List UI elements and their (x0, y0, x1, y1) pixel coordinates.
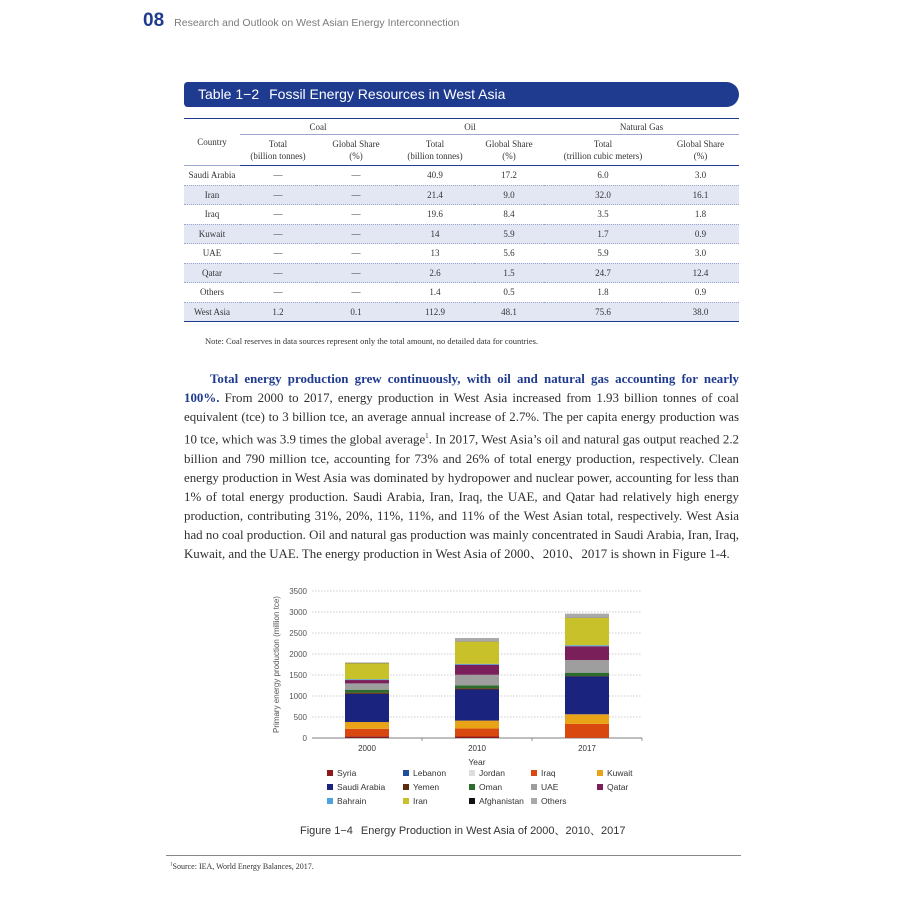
legend-label: Kuwait (607, 768, 633, 778)
table-cell: 17.2 (474, 166, 544, 186)
table-cell: 1.8 (544, 283, 662, 303)
table-subheader: Global Share (%) (662, 135, 739, 166)
y-tick-label: 3000 (289, 608, 307, 617)
table-header-natural-gas: Natural Gas (544, 119, 739, 135)
table-cell: 9.0 (474, 185, 544, 205)
table-cell: 0.9 (662, 283, 739, 303)
bar-segment (565, 676, 609, 714)
table-cell: — (240, 283, 316, 303)
bar-segment (345, 693, 389, 694)
legend-item (597, 768, 657, 778)
y-tick-label: 1500 (289, 671, 307, 680)
legend-label: Qatar (607, 782, 629, 792)
table-cell: — (240, 185, 316, 205)
table-cell: 38.0 (662, 302, 739, 322)
bar-segment (345, 722, 389, 729)
legend-label: Iraq (541, 768, 556, 778)
legend-label: Saudi Arabia (337, 782, 386, 792)
footnote-text: Source: IEA, World Energy Balances, 2017. (172, 862, 314, 871)
legend-label: UAE (541, 782, 559, 792)
table-title-banner (184, 82, 739, 107)
table-cell: 48.1 (474, 302, 544, 322)
bar-segment (455, 737, 499, 738)
table-subheader: Global Share (%) (474, 135, 544, 166)
legend-item (403, 768, 469, 778)
table-cell: — (240, 244, 316, 264)
legend-item (469, 768, 531, 778)
table-header-coal: Coal (240, 119, 396, 135)
legend-label: Afghanistan (479, 796, 524, 806)
table-row-total (184, 302, 739, 322)
y-tick-label: 1000 (289, 692, 307, 701)
legend-swatch (403, 784, 409, 790)
figure-label: Figure 1−4 (300, 825, 353, 837)
legend-item (403, 782, 469, 792)
table-cell: 5.9 (474, 224, 544, 244)
figure-caption (300, 822, 625, 838)
legend-item (469, 782, 531, 792)
table-title: Fossil Energy Resources in West Asia (269, 86, 506, 102)
legend-swatch (469, 770, 475, 776)
table-cell: 1.5 (474, 263, 544, 283)
bar-segment (565, 614, 609, 618)
table-cell: 3.5 (544, 205, 662, 225)
fossil-resources-table (184, 118, 739, 322)
table-row (184, 283, 739, 303)
table-cell: — (240, 263, 316, 283)
table-cell: 1.4 (396, 283, 474, 303)
bar-segment (345, 690, 389, 693)
legend-label: Bahrain (337, 796, 367, 806)
x-tick-label: 2000 (358, 744, 376, 753)
legend-label: Syria (337, 768, 357, 778)
table-subheader: Total (billion tonnes) (240, 135, 316, 166)
table-row (184, 224, 739, 244)
legend-item (531, 768, 597, 778)
table-cell: 32.0 (544, 185, 662, 205)
bar-segment (565, 673, 609, 676)
legend-item (531, 796, 597, 806)
table-cell: 3.0 (662, 166, 739, 186)
y-tick-label: 2500 (289, 629, 307, 638)
table-cell: 0.5 (474, 283, 544, 303)
table-cell-country: Iran (184, 185, 240, 205)
legend-item (327, 782, 403, 792)
legend-swatch (531, 784, 537, 790)
bar-segment (455, 664, 499, 665)
table-cell: 1.2 (240, 302, 316, 322)
legend-label: Jordan (479, 768, 505, 778)
table-cell: 24.7 (544, 263, 662, 283)
x-tick-label: 2010 (468, 744, 486, 753)
table-cell: 16.1 (662, 185, 739, 205)
table-cell-country: Others (184, 283, 240, 303)
table-cell: — (240, 166, 316, 186)
bar-segment (345, 736, 389, 738)
table-cell: 6.0 (544, 166, 662, 186)
legend-swatch (469, 798, 475, 804)
footnote (170, 862, 314, 871)
table-cell: 21.4 (396, 185, 474, 205)
table-cell-country: Iraq (184, 205, 240, 225)
legend-swatch (597, 784, 603, 790)
bar-segment (345, 680, 389, 683)
legend-swatch (327, 784, 333, 790)
legend-label: Others (541, 796, 567, 806)
bar-segment (565, 618, 609, 645)
legend-swatch (469, 784, 475, 790)
legend-item (531, 782, 597, 792)
bar-segment (455, 729, 499, 737)
footnote-reference: 1 (425, 432, 429, 441)
table-row (184, 244, 739, 264)
table-cell: 0.9 (662, 224, 739, 244)
bar-segment (455, 638, 499, 641)
table-cell: 75.6 (544, 302, 662, 322)
bar-segment (455, 688, 499, 689)
paragraph-text: From 2000 to 2017, energy production in West Asia increased from 1.93 billion tonnes of coal equivalent (tce) to 3 billion tce, an average annual increase of 2.7%. The per capita energy production was 10 tce, which was 3.9 times the global average (184, 391, 739, 447)
bar-segment (345, 679, 389, 680)
table-header-oil: Oil (396, 119, 544, 135)
table-cell-country: Kuwait (184, 224, 240, 244)
table-row (184, 166, 739, 186)
footnote-divider (166, 855, 741, 856)
body-paragraph (184, 370, 739, 564)
bar-segment (565, 646, 609, 660)
table-cell: — (316, 185, 396, 205)
legend-swatch (327, 770, 333, 776)
table-row (184, 205, 739, 225)
bar-segment (565, 645, 609, 646)
table-cell: — (316, 283, 396, 303)
running-title: Research and Outlook on West Asian Energy Interconnection (174, 17, 460, 29)
table-cell: 19.6 (396, 205, 474, 225)
x-axis-label: Year (468, 757, 486, 767)
bar-segment (345, 683, 389, 689)
table-row (184, 263, 739, 283)
page-header (143, 10, 459, 32)
legend-item (327, 796, 403, 806)
table-cell: — (240, 224, 316, 244)
table-label: Table 1−2 (198, 86, 260, 102)
table-cell: — (316, 244, 396, 264)
figure-title: Energy Production in West Asia of 2000、2010、2017 (360, 825, 626, 837)
bar-segment (455, 675, 499, 686)
table-cell: — (316, 224, 396, 244)
table-cell-country: Qatar (184, 263, 240, 283)
footnote-mark: 1 (170, 862, 173, 868)
legend-swatch (327, 798, 333, 804)
bar-segment (565, 714, 609, 724)
legend-label: Oman (479, 782, 503, 792)
legend-item (403, 796, 469, 806)
legend-item (327, 768, 403, 778)
legend-item (597, 782, 657, 792)
legend-swatch (531, 798, 537, 804)
table-cell: 2.6 (396, 263, 474, 283)
bar-segment (455, 721, 499, 729)
legend-swatch (403, 798, 409, 804)
table-cell: — (316, 263, 396, 283)
bar-segment (345, 662, 389, 663)
x-tick-label: 2017 (578, 744, 596, 753)
table-cell: 5.9 (544, 244, 662, 264)
table-cell-country: West Asia (184, 302, 240, 322)
table-row (184, 185, 739, 205)
table-cell-country: Saudi Arabia (184, 166, 240, 186)
legend-swatch (531, 770, 537, 776)
y-tick-label: 2000 (289, 650, 307, 659)
table-cell: 14 (396, 224, 474, 244)
chart-legend (327, 768, 657, 806)
energy-production-chart (270, 588, 660, 768)
table-subheader: Total (billion tonnes) (396, 135, 474, 166)
table-cell: 1.7 (544, 224, 662, 244)
y-tick-label: 0 (302, 734, 307, 743)
table-cell: 0.1 (316, 302, 396, 322)
table-cell: 12.4 (662, 263, 739, 283)
table-cell: 40.9 (396, 166, 474, 186)
table-cell: 1.8 (662, 205, 739, 225)
y-axis-label: Primary energy production (million tce) (272, 596, 281, 733)
paragraph-text: . In 2017, West Asia’s oil and natural gas output reached 2.2 billion and 790 million tce, accounting for 73% and 26% of total energy production, respectively. Clean energy production in West Asia was dominated by hydropower and nuclear power, accounting for less than 1% of total energy production. Saudi Arabia, Iran, Iraq, the UAE, and Qatar had relatively high energy production, contributing 31%, 20%, 11%, 11%, and 11% of the West Asian total, respectively. West Asia had no coal production. Oil and natural gas production was mainly concentrated in Saudi Arabia, Iran, Iraq, Kuwait, and the UAE. The energy production in West Asia of 2000、2010、2017 is shown in Figure 1-4. (184, 432, 739, 562)
table-subheader: Total (trillion cubic meters) (544, 135, 662, 166)
table-note: Note: Coal reserves in data sources represent only the total amount, no detailed data for countries. (205, 336, 539, 346)
table-cell: 5.6 (474, 244, 544, 264)
legend-label: Iran (413, 796, 428, 806)
table-cell: — (316, 205, 396, 225)
legend-label: Lebanon (413, 768, 447, 778)
y-tick-label: 500 (293, 713, 307, 722)
bar-segment (455, 642, 499, 664)
lead-sentence: Total energy production grew continuously, with oil and natural gas accounting for nearly 100%. (184, 372, 739, 406)
legend-swatch (403, 770, 409, 776)
bar-segment (345, 729, 389, 737)
bar-segment (455, 665, 499, 675)
bar-segment (345, 663, 389, 679)
legend-item (469, 796, 531, 806)
bar-segment (565, 724, 609, 738)
bar-segment (455, 685, 499, 688)
table-cell: 3.0 (662, 244, 739, 264)
table-header-country: Country (184, 119, 240, 166)
table-cell: 8.4 (474, 205, 544, 225)
legend-label: Yemen (413, 782, 440, 792)
table-cell-country: UAE (184, 244, 240, 264)
table-cell: — (316, 166, 396, 186)
bar-segment (565, 660, 609, 673)
y-tick-label: 3500 (289, 588, 307, 596)
page-number: 08 (143, 10, 165, 31)
table-subheader: Global Share (%) (316, 135, 396, 166)
table-cell: 112.9 (396, 302, 474, 322)
table-cell: 13 (396, 244, 474, 264)
table-cell: — (240, 205, 316, 225)
legend-swatch (597, 770, 603, 776)
bar-segment (345, 694, 389, 722)
bar-segment (455, 689, 499, 720)
